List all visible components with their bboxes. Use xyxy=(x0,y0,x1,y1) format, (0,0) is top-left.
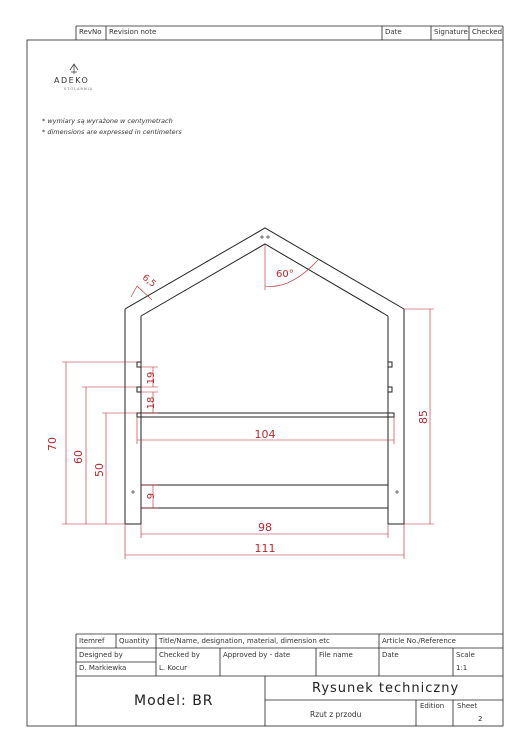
designed-by-label: Designed by xyxy=(79,651,123,659)
checked-by-label: Checked by xyxy=(159,651,200,659)
view-name: Rzut z przodu xyxy=(310,710,362,719)
logo-name: ADEKO xyxy=(54,76,90,85)
date-label: Date xyxy=(382,651,399,659)
note-en: * dimensions are expressed in centimeters xyxy=(42,128,182,136)
dim-111: 111 xyxy=(254,542,276,555)
sheet-label: Sheet xyxy=(457,702,478,710)
sheet-frame xyxy=(27,40,503,726)
dim-angle: 60° xyxy=(276,269,294,280)
drawing-type: Rysunek techniczny xyxy=(312,681,460,696)
dim-roof-thickness: 6,5 xyxy=(140,273,158,290)
logo-icon xyxy=(70,64,78,74)
sheet-value: 2 xyxy=(478,715,483,723)
dim-18: 18 xyxy=(146,396,157,410)
itemref-label: Itemref xyxy=(79,637,105,645)
bed-front-view xyxy=(125,228,404,524)
file-name-label: File name xyxy=(319,651,353,659)
dim-60: 60 xyxy=(72,450,85,464)
designed-by-value: D. Markiewka xyxy=(79,664,127,672)
dim-85: 85 xyxy=(417,410,430,424)
quantity-label: Quantity xyxy=(119,637,150,645)
dim-50: 50 xyxy=(93,463,106,477)
note-pl: * wymiary są wyrażone w centymetrach xyxy=(42,117,173,125)
dim-104: 104 xyxy=(254,428,276,441)
rev-signature-header: Signature xyxy=(434,28,468,36)
dim-98: 98 xyxy=(258,521,272,534)
logo-sub: STOLARNIA xyxy=(64,87,94,91)
rev-date-header: Date xyxy=(385,28,402,36)
model-name: Model: BR xyxy=(134,693,214,709)
rev-checked-header: Checked xyxy=(472,28,503,36)
title-label: Title/Name, designation, material, dimension etc xyxy=(159,637,330,645)
rev-note-header: Revision note xyxy=(109,28,157,36)
dimension-lines xyxy=(62,244,434,559)
rev-no-header: RevNo xyxy=(79,28,102,36)
dim-9: 9 xyxy=(146,492,157,500)
dim-19: 19 xyxy=(146,371,157,385)
edition-label: Edition xyxy=(420,702,445,710)
scale-value: 1:1 xyxy=(456,664,468,672)
dim-70: 70 xyxy=(46,437,59,451)
article-label: Article No./Reference xyxy=(382,637,456,645)
checked-by-value: L. Kocur xyxy=(159,664,188,672)
scale-label: Scale xyxy=(456,651,475,659)
approved-by-label: Approved by - date xyxy=(223,651,291,659)
